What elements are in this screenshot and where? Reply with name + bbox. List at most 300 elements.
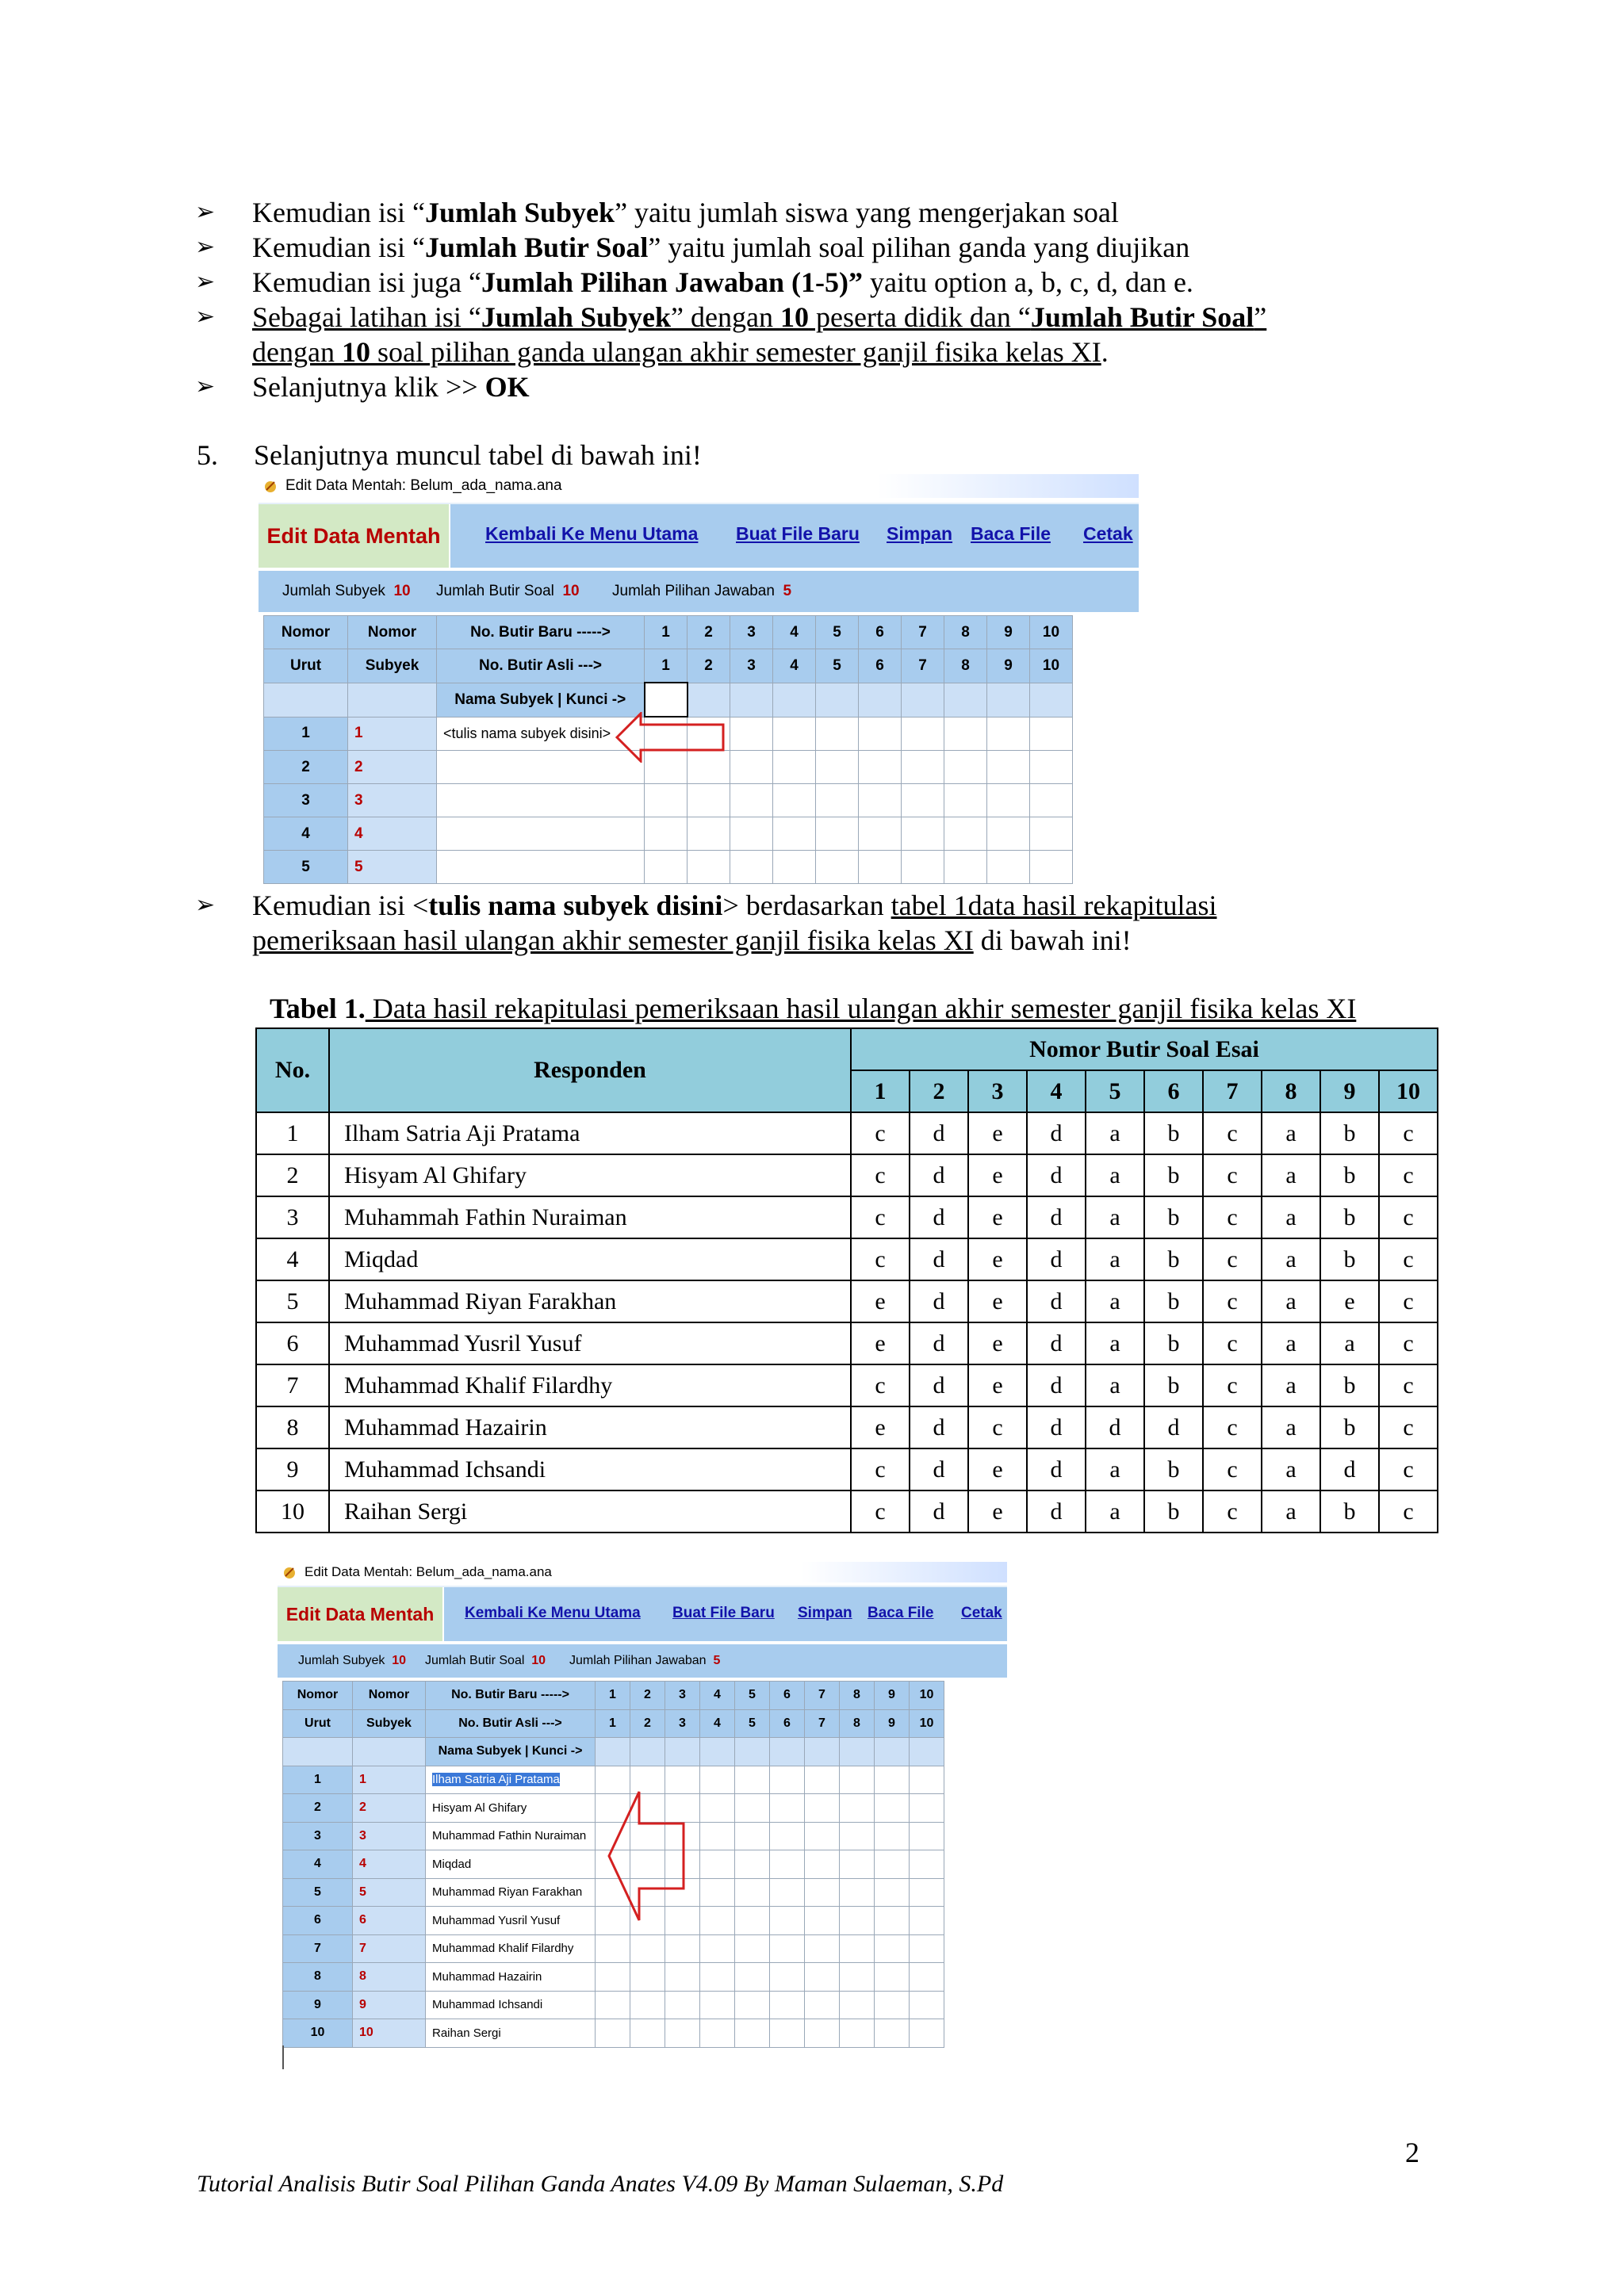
key-input-cell[interactable] xyxy=(840,1738,875,1766)
answer-value: c xyxy=(1203,1112,1262,1154)
answer-value: d xyxy=(1027,1280,1086,1322)
answer-cell[interactable] xyxy=(910,1934,944,1963)
answer-cell[interactable] xyxy=(910,1850,944,1879)
key-input-cell[interactable] xyxy=(987,683,1030,717)
answer-value: d xyxy=(910,1280,968,1322)
answer-cell[interactable] xyxy=(805,1794,840,1823)
answer-value: c xyxy=(1379,1154,1438,1196)
answer-cell[interactable] xyxy=(665,1963,700,1992)
menu-link-simpan[interactable]: Simpan xyxy=(798,1605,852,1621)
subject-name-cell[interactable] xyxy=(437,817,645,851)
answer-value: e xyxy=(851,1280,910,1322)
subject-name-cell[interactable]: Miqdad xyxy=(426,1850,596,1879)
answer-cell[interactable] xyxy=(700,1963,735,1992)
answer-cell[interactable] xyxy=(944,817,987,851)
subject-name-cell[interactable]: Muhammad Hazairin xyxy=(426,1963,596,1992)
answer-value: a xyxy=(1262,1154,1320,1196)
answer-value: e xyxy=(968,1112,1027,1154)
answer-value: b xyxy=(1144,1112,1203,1154)
bullet-item: ➢ Sebagai latihan isi “Jumlah Subyek” dengan 10 peserta didik dan “Jumlah Butir Soal” xyxy=(195,301,1267,333)
answer-cell[interactable] xyxy=(735,1766,770,1794)
arrow-bullet-icon: ➢ xyxy=(195,373,216,400)
subject-name-cell[interactable]: Ilham Satria Aji Pratama xyxy=(426,1766,596,1794)
subject-name-cell[interactable]: Hisyam Al Ghifary xyxy=(426,1794,596,1823)
subject-name-cell[interactable]: Muhammad Riyan Farakhan xyxy=(426,1878,596,1907)
bullet-item-continuation: dengan 10 soal pilihan ganda ulangan akhir semester ganjil fisika kelas XI. xyxy=(252,336,1109,368)
item-number: 9 xyxy=(987,616,1030,649)
item-number: 5 xyxy=(735,1682,770,1710)
answer-cell[interactable] xyxy=(805,1878,840,1907)
subject-name-cell[interactable]: Muhammad Yusril Yusuf xyxy=(426,1907,596,1935)
answer-cell[interactable] xyxy=(770,1934,805,1963)
answer-cell[interactable] xyxy=(805,1991,840,2019)
answer-cell[interactable] xyxy=(770,1963,805,1992)
answer-cell[interactable] xyxy=(688,784,730,817)
menu-link-cetak[interactable]: Cetak xyxy=(1083,523,1133,544)
answer-cell[interactable] xyxy=(730,784,773,817)
answer-cell[interactable] xyxy=(987,851,1030,884)
key-input-cell[interactable] xyxy=(735,1738,770,1766)
arrow-bullet-icon: ➢ xyxy=(195,891,216,919)
answer-value: c xyxy=(851,1448,910,1490)
row-no: 7 xyxy=(256,1364,329,1406)
answer-value: a xyxy=(1262,1490,1320,1533)
subject-number: 8 xyxy=(353,1963,426,1992)
item-number: 2 xyxy=(688,649,730,683)
item-number: 10 xyxy=(1030,649,1073,683)
answer-value: c xyxy=(1379,1406,1438,1448)
subject-number: 6 xyxy=(353,1907,426,1935)
answer-value: c xyxy=(1203,1238,1262,1280)
answer-cell[interactable] xyxy=(700,1794,735,1823)
menu-title: Edit Data Mentah xyxy=(259,504,450,568)
answer-cell[interactable] xyxy=(1030,751,1073,784)
menu-link-kembali[interactable]: Kembali Ke Menu Utama xyxy=(485,523,699,544)
answer-cell[interactable] xyxy=(735,1794,770,1823)
answer-cell[interactable] xyxy=(770,1850,805,1879)
table-row xyxy=(283,1934,944,1963)
answer-cell[interactable] xyxy=(700,1822,735,1850)
answer-cell[interactable] xyxy=(840,1822,875,1850)
answer-cell[interactable] xyxy=(700,1907,735,1935)
table-row xyxy=(256,1490,1438,1533)
respondent-name: Miqdad xyxy=(329,1238,851,1280)
subject-name-cell[interactable]: Muhammad Fathin Nuraiman xyxy=(426,1822,596,1850)
answer-cell[interactable] xyxy=(735,1991,770,2019)
answer-cell[interactable] xyxy=(902,717,944,751)
answer-cell[interactable] xyxy=(770,1766,805,1794)
item-number-header: 2 xyxy=(910,1070,968,1112)
answer-cell[interactable] xyxy=(688,851,730,884)
key-input-cell[interactable] xyxy=(665,1738,700,1766)
key-blank xyxy=(283,1738,353,1766)
answer-cell[interactable] xyxy=(987,784,1030,817)
answer-cell[interactable] xyxy=(773,784,816,817)
bullet-item: ➢ Selanjutnya klik >> OK xyxy=(195,371,530,403)
row-no: 2 xyxy=(256,1154,329,1196)
answer-value: d xyxy=(1027,1364,1086,1406)
row-number: 4 xyxy=(264,817,348,851)
answer-cell[interactable] xyxy=(805,1850,840,1879)
answer-cell[interactable] xyxy=(700,1850,735,1879)
answer-value: d xyxy=(1027,1112,1086,1154)
subject-number: 1 xyxy=(348,717,437,751)
answer-cell[interactable] xyxy=(902,784,944,817)
answer-cell[interactable] xyxy=(630,1991,665,2019)
key-input-cell[interactable] xyxy=(773,683,816,717)
answer-cell[interactable] xyxy=(910,2019,944,2048)
answer-value: c xyxy=(1379,1112,1438,1154)
item-number: 5 xyxy=(816,616,859,649)
answer-cell[interactable] xyxy=(1030,784,1073,817)
answer-cell[interactable] xyxy=(816,751,859,784)
answer-cell[interactable] xyxy=(1030,717,1073,751)
answer-cell[interactable] xyxy=(645,851,688,884)
app-icon xyxy=(263,479,278,493)
window-title: Edit Data Mentah: Belum_ada_nama.ana xyxy=(304,1564,552,1579)
answer-cell[interactable] xyxy=(700,1878,735,1907)
respondent-name: Muhammad Riyan Farakhan xyxy=(329,1280,851,1322)
answer-cell[interactable] xyxy=(816,717,859,751)
item-number: 4 xyxy=(773,616,816,649)
key-input-cell[interactable] xyxy=(859,683,902,717)
answer-cell[interactable] xyxy=(735,2019,770,2048)
answer-value: e xyxy=(968,1364,1027,1406)
answer-value: c xyxy=(1203,1490,1262,1533)
answer-cell[interactable] xyxy=(735,1822,770,1850)
answer-cell[interactable] xyxy=(840,1907,875,1935)
answer-value: d xyxy=(1027,1406,1086,1448)
answer-cell[interactable] xyxy=(840,1850,875,1879)
menu-link-baca-file[interactable]: Baca File xyxy=(868,1605,934,1621)
row-number: 7 xyxy=(283,1934,353,1963)
answer-cell[interactable] xyxy=(645,817,688,851)
answer-cell[interactable] xyxy=(910,1991,944,2019)
answer-value: a xyxy=(1262,1448,1320,1490)
answer-cell[interactable] xyxy=(770,2019,805,2048)
info-jumlah-pilihan: Jumlah Pilihan Jawaban 5 xyxy=(612,583,792,599)
col-group-nomor-butir: Nomor Butir Soal Esai xyxy=(851,1028,1438,1070)
answer-cell[interactable] xyxy=(859,784,902,817)
answer-cell[interactable] xyxy=(596,1934,630,1963)
item-number: 8 xyxy=(944,616,987,649)
key-input-cell[interactable] xyxy=(630,1738,665,1766)
item-number: 3 xyxy=(730,649,773,683)
answer-cell[interactable] xyxy=(630,2019,665,2048)
answer-cell[interactable] xyxy=(688,817,730,851)
answer-cell[interactable] xyxy=(770,1794,805,1823)
hdr-nomor: Nomor xyxy=(283,1682,353,1710)
answer-value: d xyxy=(1027,1490,1086,1533)
answer-value: b xyxy=(1144,1490,1203,1533)
answer-cell[interactable] xyxy=(665,1934,700,1963)
answer-cell[interactable] xyxy=(944,851,987,884)
answer-cell[interactable] xyxy=(805,2019,840,2048)
answer-value: a xyxy=(1262,1322,1320,1364)
item-number: 4 xyxy=(773,649,816,683)
answer-value: a xyxy=(1262,1280,1320,1322)
subject-name-cell[interactable]: Muhammad Ichsandi xyxy=(426,1991,596,2019)
answer-cell[interactable] xyxy=(910,1794,944,1823)
col-responden: Responden xyxy=(329,1028,851,1112)
answer-cell[interactable] xyxy=(840,1963,875,1992)
answer-cell[interactable] xyxy=(875,1822,910,1850)
row-number: 8 xyxy=(283,1963,353,1992)
subject-name-cell[interactable] xyxy=(437,784,645,817)
arrow-bullet-icon: ➢ xyxy=(195,268,216,296)
answer-cell[interactable] xyxy=(875,1794,910,1823)
step-number: 5. xyxy=(197,439,218,471)
answer-cell[interactable] xyxy=(805,1934,840,1963)
answer-cell[interactable] xyxy=(805,1766,840,1794)
answer-cell[interactable] xyxy=(840,1766,875,1794)
answer-value: c xyxy=(1203,1154,1262,1196)
menu-link-buat-file-baru[interactable]: Buat File Baru xyxy=(672,1605,775,1621)
answer-cell[interactable] xyxy=(859,817,902,851)
respondent-name: Raihan Sergi xyxy=(329,1490,851,1533)
answer-cell[interactable] xyxy=(840,1991,875,2019)
answer-cell[interactable] xyxy=(645,784,688,817)
answer-cell[interactable] xyxy=(910,1766,944,1794)
answer-value: e xyxy=(968,1196,1027,1238)
answer-cell[interactable] xyxy=(1030,817,1073,851)
info-bar xyxy=(278,1643,1007,1678)
answer-cell[interactable] xyxy=(735,1963,770,1992)
table-row xyxy=(283,2019,944,2048)
answer-cell[interactable] xyxy=(816,851,859,884)
respondent-name: Muhammah Fathin Nuraiman xyxy=(329,1196,851,1238)
answer-cell[interactable] xyxy=(875,1850,910,1879)
answer-value: c xyxy=(1379,1490,1438,1533)
answer-cell[interactable] xyxy=(816,817,859,851)
key-input-cell[interactable] xyxy=(902,683,944,717)
answer-value: c xyxy=(1203,1406,1262,1448)
menu-link-simpan[interactable]: Simpan xyxy=(887,523,953,544)
respondent-name: Hisyam Al Ghifary xyxy=(329,1154,851,1196)
table-row xyxy=(256,1196,1438,1238)
answer-value: e xyxy=(968,1154,1027,1196)
respondent-name: Muhammad Khalif Filardhy xyxy=(329,1364,851,1406)
respondent-name: Muhammad Hazairin xyxy=(329,1406,851,1448)
answer-cell[interactable] xyxy=(987,751,1030,784)
answer-value: b xyxy=(1320,1154,1379,1196)
answer-value: b xyxy=(1320,1490,1379,1533)
menu-link-buat-file-baru[interactable]: Buat File Baru xyxy=(736,523,860,544)
answer-cell[interactable] xyxy=(735,1907,770,1935)
subject-name-cell[interactable]: Raihan Sergi xyxy=(426,2019,596,2048)
answer-cell[interactable] xyxy=(875,1766,910,1794)
answer-cell[interactable] xyxy=(700,2019,735,2048)
answer-cell[interactable] xyxy=(596,2019,630,2048)
hdr-nomor: Nomor xyxy=(264,616,348,649)
answer-value: e xyxy=(1320,1280,1379,1322)
key-input-cell[interactable] xyxy=(700,1738,735,1766)
subject-name-cell[interactable]: <tulis nama subyek disini> xyxy=(437,717,645,751)
key-input-cell[interactable] xyxy=(1030,683,1073,717)
answer-cell[interactable] xyxy=(816,784,859,817)
answer-cell[interactable] xyxy=(875,1934,910,1963)
answer-value: e xyxy=(851,1322,910,1364)
answer-value: e xyxy=(968,1238,1027,1280)
answer-value: d xyxy=(910,1154,968,1196)
answer-cell[interactable] xyxy=(944,784,987,817)
answer-cell[interactable] xyxy=(859,851,902,884)
answer-cell[interactable] xyxy=(840,1794,875,1823)
key-input-cell[interactable] xyxy=(805,1738,840,1766)
answer-cell[interactable] xyxy=(840,1878,875,1907)
app-screenshot-2 xyxy=(278,1562,1007,2069)
item-number-header: 1 xyxy=(851,1070,910,1112)
answer-cell[interactable] xyxy=(770,1822,805,1850)
answer-cell[interactable] xyxy=(805,1822,840,1850)
info-jumlah-pilihan: Jumlah Pilihan Jawaban 5 xyxy=(569,1654,721,1667)
answer-cell[interactable] xyxy=(910,1822,944,1850)
answer-value: a xyxy=(1262,1238,1320,1280)
answer-value: a xyxy=(1262,1406,1320,1448)
row-no: 10 xyxy=(256,1490,329,1533)
bullet-item: ➢ Kemudian isi “Jumlah Butir Soal” yaitu jumlah soal pilihan ganda yang diujikan xyxy=(195,232,1190,263)
answer-cell[interactable] xyxy=(730,751,773,784)
answer-value: d xyxy=(1144,1406,1203,1448)
answer-cell[interactable] xyxy=(805,1907,840,1935)
row-no: 9 xyxy=(256,1448,329,1490)
answer-cell[interactable] xyxy=(700,1991,735,2019)
answer-cell[interactable] xyxy=(770,1878,805,1907)
key-input-cell[interactable] xyxy=(910,1738,944,1766)
col-no: No. xyxy=(256,1028,329,1112)
subject-name-cell[interactable] xyxy=(437,751,645,784)
answer-value: c xyxy=(1203,1280,1262,1322)
key-input-cell[interactable] xyxy=(944,683,987,717)
item-number-header: 8 xyxy=(1262,1070,1320,1112)
answer-cell[interactable] xyxy=(770,1991,805,2019)
respondent-name: Muhammad Ichsandi xyxy=(329,1448,851,1490)
item-number: 2 xyxy=(630,1709,665,1738)
answer-value: b xyxy=(1320,1406,1379,1448)
answer-value: a xyxy=(1086,1490,1144,1533)
answer-cell[interactable] xyxy=(773,851,816,884)
answer-cell[interactable] xyxy=(987,817,1030,851)
answer-cell[interactable] xyxy=(805,1963,840,1992)
answer-value: b xyxy=(1144,1322,1203,1364)
menu-title: Edit Data Mentah xyxy=(278,1587,444,1641)
item-number: 7 xyxy=(805,1709,840,1738)
item-number: 7 xyxy=(805,1682,840,1710)
row-no: 1 xyxy=(256,1112,329,1154)
hdr-urut: Urut xyxy=(283,1709,353,1738)
key-input-cell[interactable] xyxy=(596,1738,630,1766)
window-title: Edit Data Mentah: Belum_ada_nama.ana xyxy=(285,477,562,494)
answer-cell[interactable] xyxy=(875,1878,910,1907)
key-input-cell[interactable] xyxy=(770,1738,805,1766)
subject-number: 9 xyxy=(353,1991,426,2019)
menu-bar xyxy=(278,1586,1007,1641)
answer-cell[interactable] xyxy=(735,1850,770,1879)
table-row xyxy=(256,1280,1438,1322)
answer-cell[interactable] xyxy=(840,2019,875,2048)
answer-cell[interactable] xyxy=(910,1878,944,1907)
answer-value: a xyxy=(1086,1280,1144,1322)
answer-cell[interactable] xyxy=(875,1963,910,1992)
answer-cell[interactable] xyxy=(875,1907,910,1935)
subject-number: 3 xyxy=(353,1822,426,1850)
app-icon xyxy=(282,1565,297,1579)
answer-cell[interactable] xyxy=(730,717,773,751)
answer-cell[interactable] xyxy=(1030,851,1073,884)
answer-cell[interactable] xyxy=(665,2019,700,2048)
answer-cell[interactable] xyxy=(630,1963,665,1992)
answer-cell[interactable] xyxy=(987,717,1030,751)
answer-cell[interactable] xyxy=(700,1934,735,1963)
answer-cell[interactable] xyxy=(910,1907,944,1935)
arrow-bullet-icon: ➢ xyxy=(195,303,216,331)
answer-cell[interactable] xyxy=(735,1934,770,1963)
window-titlebar xyxy=(259,474,1139,498)
answer-cell[interactable] xyxy=(875,2019,910,2048)
answer-cell[interactable] xyxy=(773,751,816,784)
table-row xyxy=(256,1154,1438,1196)
answer-cell[interactable] xyxy=(700,1766,735,1794)
menu-link-kembali[interactable]: Kembali Ke Menu Utama xyxy=(465,1605,641,1621)
answer-cell[interactable] xyxy=(596,1991,630,2019)
key-input-cell[interactable] xyxy=(730,683,773,717)
answer-cell[interactable] xyxy=(875,1991,910,2019)
answer-value: c xyxy=(851,1364,910,1406)
answer-value: a xyxy=(1320,1322,1379,1364)
answer-cell[interactable] xyxy=(944,717,987,751)
menu-link-cetak[interactable]: Cetak xyxy=(961,1605,1002,1621)
subject-name-cell[interactable]: Muhammad Khalif Filardhy xyxy=(426,1934,596,1963)
item-number: 7 xyxy=(902,616,944,649)
answer-cell[interactable] xyxy=(859,717,902,751)
key-input-cell[interactable] xyxy=(816,683,859,717)
answer-cell[interactable] xyxy=(902,751,944,784)
answer-cell[interactable] xyxy=(902,851,944,884)
answer-cell[interactable] xyxy=(944,751,987,784)
item-number: 9 xyxy=(875,1682,910,1710)
answer-cell[interactable] xyxy=(773,817,816,851)
answer-cell[interactable] xyxy=(902,817,944,851)
subject-name-cell[interactable] xyxy=(437,851,645,884)
answer-cell[interactable] xyxy=(630,1934,665,1963)
hdr-butir-asli: No. Butir Asli ---> xyxy=(426,1709,596,1738)
answer-value: a xyxy=(1086,1364,1144,1406)
table-row xyxy=(256,1238,1438,1280)
menu-link-baca-file[interactable]: Baca File xyxy=(971,523,1051,544)
item-number: 8 xyxy=(840,1709,875,1738)
menu-bar xyxy=(259,503,1139,568)
row-number: 2 xyxy=(283,1794,353,1823)
answer-cell[interactable] xyxy=(665,1991,700,2019)
answer-cell[interactable] xyxy=(840,1934,875,1963)
bullet-isi-nama-continuation: pemeriksaan hasil ulangan akhir semester ganjil fisika kelas XI di bawah ini! xyxy=(252,924,1132,956)
key-input-cell[interactable] xyxy=(875,1738,910,1766)
answer-value: b xyxy=(1320,1364,1379,1406)
answer-cell[interactable] xyxy=(735,1878,770,1907)
subject-number: 2 xyxy=(353,1794,426,1823)
answer-cell[interactable] xyxy=(730,817,773,851)
answer-cell[interactable] xyxy=(910,1963,944,1992)
answer-cell[interactable] xyxy=(596,1963,630,1992)
answer-cell[interactable] xyxy=(730,851,773,884)
answer-value: d xyxy=(1320,1448,1379,1490)
answer-cell[interactable] xyxy=(859,751,902,784)
hdr-nomor-subyek: Nomor xyxy=(353,1682,426,1710)
answer-value: d xyxy=(910,1196,968,1238)
answer-value: e xyxy=(968,1448,1027,1490)
answer-cell[interactable] xyxy=(770,1907,805,1935)
answer-cell[interactable] xyxy=(773,717,816,751)
